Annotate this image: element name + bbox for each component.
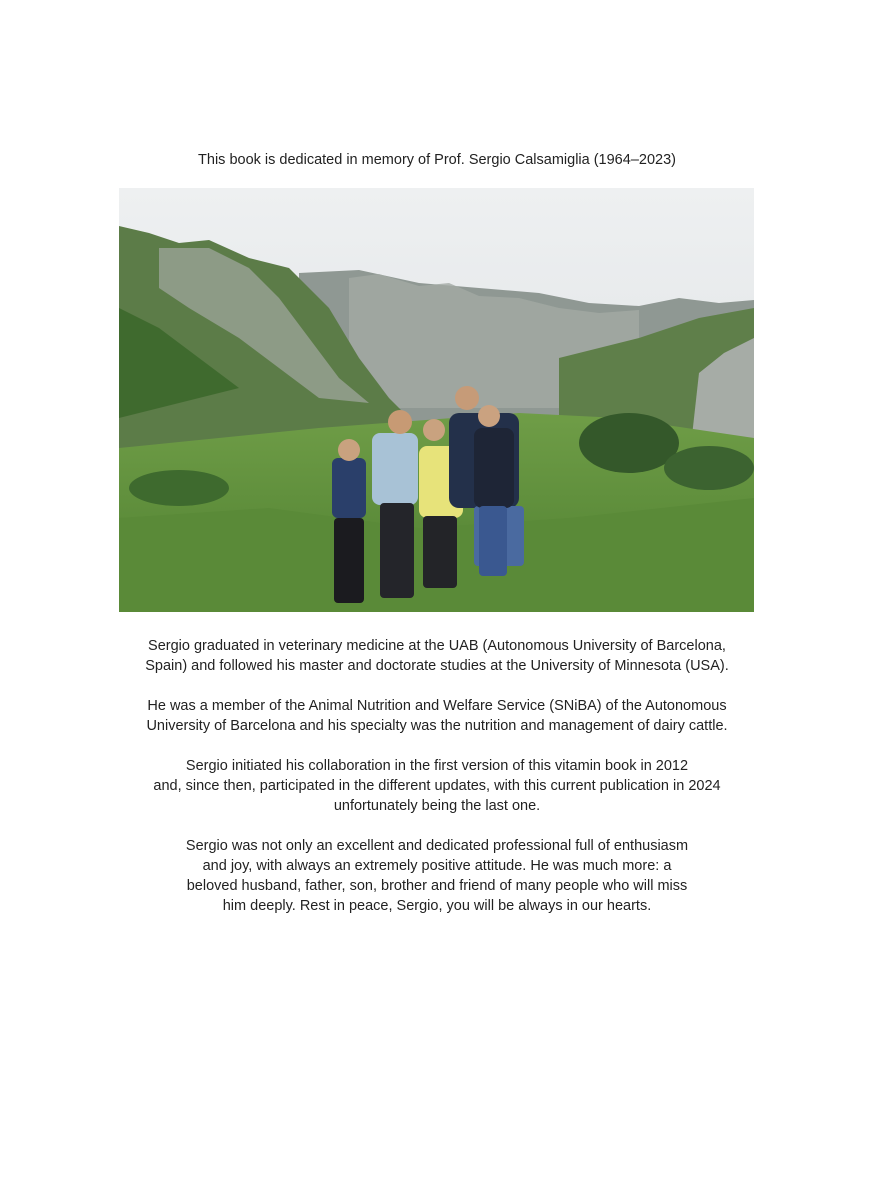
paragraph-line: University of Barcelona and his specialty was the nutrition and management of dairy cattle. — [146, 718, 728, 734]
bush — [579, 413, 679, 473]
paragraph-line: and, since then, participated in the different updates, with this current publication in 2024 — [153, 778, 721, 794]
memorial-text — [100, 636, 774, 936]
paragraph-line: He was a member of the Animal Nutrition and Welfare Service (SNiBA) of the Autonomous — [147, 698, 727, 714]
paragraph-education — [100, 636, 774, 676]
dedication-line: This book is dedicated in memory of Prof. Sergio Calsamiglia (1964–2023) — [198, 152, 676, 168]
paragraph-line: Spain) and followed his master and doctorate studies at the University of Minnesota (USA). — [145, 658, 729, 674]
paragraph-line: him deeply. Rest in peace, Sergio, you will be always in our hearts. — [222, 898, 652, 914]
paragraph-line: unfortunately being the last one. — [333, 798, 541, 814]
family-photo — [119, 188, 754, 612]
paragraph-line: and joy, with always an extremely positive attitude. He was much more: a — [202, 858, 672, 874]
paragraph-line: Sergio initiated his collaboration in the first version of this vitamin book in 2012 — [185, 758, 689, 774]
paragraph-tribute — [100, 836, 774, 916]
paragraph-membership — [100, 696, 774, 736]
paragraph-line: Sergio graduated in veterinary medicine at the UAB (Autonomous University of Barcelona, — [148, 638, 726, 654]
paragraph-collaboration — [100, 756, 774, 816]
paragraph-line: beloved husband, father, son, brother and friend of many people who will miss — [186, 878, 688, 894]
paragraph-line: Sergio was not only an excellent and dedicated professional full of enthusiasm — [185, 838, 689, 854]
